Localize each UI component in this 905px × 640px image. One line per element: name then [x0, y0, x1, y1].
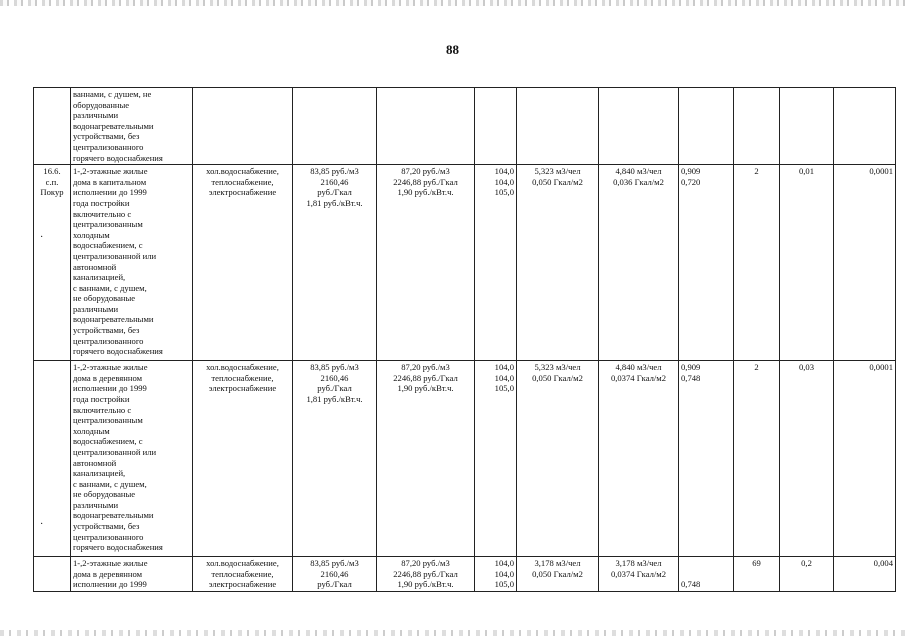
cell-line: 104,0	[494, 568, 514, 579]
cell-line: централизованного	[73, 141, 144, 152]
cell-line: 2160,46	[320, 176, 349, 187]
cell-norm-per-person	[517, 557, 599, 592]
cell-line: 105,0	[494, 383, 514, 394]
cell-line: 83,85 руб./м3	[310, 558, 359, 569]
cell-line: централизованного	[73, 531, 144, 542]
cell-line: руб./Гкал	[317, 579, 352, 590]
cell-code	[34, 88, 71, 165]
cell-line: 2246,88 руб./Гкал	[393, 176, 458, 187]
cell-indices	[475, 88, 517, 165]
scan-edge-bottom	[0, 630, 905, 636]
cell-code	[34, 165, 71, 361]
cell-line: 4,840 м3/чел	[615, 362, 662, 373]
cell-line: электроснабжение	[208, 187, 277, 198]
cell-description	[71, 557, 193, 592]
cell-line: централизованной или	[73, 446, 157, 457]
cell-share	[780, 88, 834, 165]
cell-line: 1,90 руб./кВт.ч.	[397, 579, 454, 590]
cell-line: дома в деревянном	[73, 372, 143, 383]
cell-count	[734, 88, 780, 165]
cell-line: 0,0374 Гкал/м2	[610, 568, 667, 579]
cell-indices	[475, 557, 517, 592]
cell-line: с ваннами, с душем,	[73, 282, 147, 293]
cell-norm-per-m2	[599, 165, 679, 361]
cell-line: электроснабжение	[208, 383, 277, 394]
cell-line: теплоснабжение,	[211, 372, 274, 383]
cell-line: 104,0	[494, 176, 514, 187]
cell-line: 0,909	[681, 166, 701, 177]
cell-line: 104,0	[494, 166, 514, 177]
cell-description	[71, 361, 193, 557]
cell-coefficients	[679, 88, 734, 165]
table-row	[34, 165, 896, 361]
cell-indices	[475, 361, 517, 557]
cell-tariffs-indexed	[377, 165, 475, 361]
cell-count: 69	[734, 557, 780, 592]
cell-line: холодным	[73, 229, 110, 240]
cell-line: 0,050 Гкал/м2	[532, 176, 583, 187]
cell-line: канализацией,	[73, 272, 126, 283]
cell-description	[71, 88, 193, 165]
cell-line: 0,748	[681, 579, 701, 590]
cell-line: 2246,88 руб./Гкал	[393, 568, 458, 579]
cell-line	[681, 569, 731, 580]
cell-line: хол.водоснабжение,	[206, 558, 279, 569]
cell-line: теплоснабжение,	[211, 176, 274, 187]
cell-value: 0,0001	[834, 361, 896, 557]
cell-line: 83,85 руб./м3	[310, 362, 359, 373]
cell-line: 4,840 м3/чел	[615, 166, 662, 177]
table-row	[34, 361, 896, 557]
cell-line: 1,90 руб./кВт.ч.	[397, 187, 454, 198]
cell-line: ваннами, с душем, не	[73, 89, 152, 99]
cell-line: различными	[73, 110, 119, 121]
cell-norm-per-person	[517, 165, 599, 361]
cell-value: 0,0001	[834, 165, 896, 361]
cell-line: 0,909	[681, 362, 701, 373]
cell-line: 0,036 Гкал/м2	[613, 176, 664, 187]
cell-line: 16.6.	[43, 166, 61, 177]
cell-norm-per-m2	[599, 361, 679, 557]
cell-line: 105,0	[494, 187, 514, 198]
cell-line: 104,0	[494, 558, 514, 569]
cell-line: водонагревательными	[73, 120, 154, 131]
cell-line: года постройки	[73, 393, 130, 404]
cell-line: 5,323 м3/чел	[534, 166, 581, 177]
cell-line: 3,178 м3/чел	[615, 558, 662, 569]
scan-edge-top	[0, 0, 905, 6]
page-number: 88	[446, 42, 459, 57]
cell-line: 0,050 Гкал/м2	[532, 568, 583, 579]
cell-count: 2	[734, 361, 780, 557]
cell-line: централизованного	[73, 335, 144, 346]
cell-line: исполнении до 1999	[73, 187, 147, 198]
cell-line: 104,0	[494, 362, 514, 373]
cell-share: 0,01	[780, 165, 834, 361]
tariff-table	[33, 87, 896, 592]
cell-line: 1,90 руб./кВт.ч.	[397, 383, 454, 394]
cell-description	[71, 165, 193, 361]
cell-norm-per-m2	[599, 88, 679, 165]
cell-line: с.п.	[45, 176, 59, 187]
cell-line: 2160,46	[320, 372, 349, 383]
cell-services	[193, 361, 293, 557]
cell-line: оборудованные	[73, 99, 130, 110]
cell-line: водонагревательными	[73, 510, 154, 521]
cell-line: Покур	[40, 187, 64, 198]
cell-tariffs-indexed	[377, 88, 475, 165]
cell-line: 0,0374 Гкал/м2	[610, 372, 667, 383]
cell-share: 0,03	[780, 361, 834, 557]
cell-line: холодным	[73, 425, 110, 436]
cell-line: горячего водоснабжения	[73, 346, 163, 357]
cell-line: 87,20 руб./м3	[401, 362, 450, 373]
cell-line: исполнении до 1999	[73, 579, 147, 590]
cell-line: горячего водоснабжения	[73, 152, 163, 163]
cell-line: 2160,46	[320, 568, 349, 579]
cell-line: руб./Гкал	[317, 383, 352, 394]
cell-line: централизованным	[73, 219, 143, 230]
cell-norm-per-person	[517, 361, 599, 557]
cell-line: 3,178 м3/чел	[534, 558, 581, 569]
cell-tariffs-indexed	[377, 557, 475, 592]
cell-line: хол.водоснабжение,	[206, 362, 279, 373]
cell-line: водоснабжением, с	[73, 436, 143, 447]
cell-coefficients	[679, 165, 734, 361]
cell-line: электроснабжение	[208, 579, 277, 590]
cell-count: 2	[734, 165, 780, 361]
cell-tariffs	[293, 557, 377, 592]
cell-line: устройствами, без	[73, 325, 140, 336]
cell-line	[681, 558, 731, 569]
cell-line: включительно с	[73, 208, 132, 219]
scan-speck: ·	[40, 519, 44, 530]
cell-line: различными	[73, 499, 119, 510]
cell-line: дома в деревянном	[73, 568, 143, 579]
cell-services	[193, 88, 293, 165]
cell-line: хол.водоснабжение,	[206, 166, 279, 177]
cell-line: 2246,88 руб./Гкал	[393, 372, 458, 383]
cell-line: 1-,2-этажные жилые	[73, 558, 148, 569]
cell-line: автономной	[73, 457, 117, 468]
cell-line: устройствами, без	[73, 131, 140, 142]
cell-line: автономной	[73, 261, 117, 272]
cell-line: горячего водоснабжения	[73, 542, 163, 553]
cell-line: включительно с	[73, 404, 132, 415]
cell-line: канализацией,	[73, 468, 126, 479]
cell-coefficients	[679, 557, 734, 592]
cell-line: 83,85 руб./м3	[310, 166, 359, 177]
cell-line: различными	[73, 303, 119, 314]
cell-line: 0,748	[681, 372, 701, 383]
cell-line: с ваннами, с душем,	[73, 478, 147, 489]
cell-line: 1,81 руб./кВт.ч.	[306, 197, 363, 208]
table-row	[34, 557, 896, 592]
cell-coefficients	[679, 361, 734, 557]
cell-share: 0,2	[780, 557, 834, 592]
cell-line: не оборудованые	[73, 293, 136, 304]
cell-line: 104,0	[494, 372, 514, 383]
cell-line: 5,323 м3/чел	[534, 362, 581, 373]
cell-tariffs	[293, 361, 377, 557]
cell-line: 1,81 руб./кВт.ч.	[306, 393, 363, 404]
cell-norm-per-m2	[599, 557, 679, 592]
cell-line: устройствами, без	[73, 521, 140, 532]
cell-line: исполнении до 1999	[73, 383, 147, 394]
cell-line: централизованной или	[73, 250, 157, 261]
cell-line: 1-,2-этажные жилые	[73, 362, 148, 373]
cell-line: водонагревательными	[73, 314, 154, 325]
cell-line: централизованным	[73, 415, 143, 426]
cell-line: 87,20 руб./м3	[401, 166, 450, 177]
cell-value: 0,004	[834, 557, 896, 592]
cell-code	[34, 557, 71, 592]
cell-line: 1-,2-этажные жилые	[73, 166, 148, 177]
cell-tariffs	[293, 165, 377, 361]
cell-line: 0,720	[681, 176, 701, 187]
cell-line: 0,050 Гкал/м2	[532, 372, 583, 383]
cell-line: руб./Гкал	[317, 187, 352, 198]
cell-line: дома в капитальном	[73, 176, 147, 187]
cell-value	[834, 88, 896, 165]
cell-services	[193, 557, 293, 592]
cell-line: года постройки	[73, 197, 130, 208]
cell-line: 105,0	[494, 579, 514, 590]
cell-tariffs-indexed	[377, 361, 475, 557]
cell-indices	[475, 165, 517, 361]
cell-line: 87,20 руб./м3	[401, 558, 450, 569]
scan-speck: ·	[40, 232, 44, 243]
table-row	[34, 88, 896, 165]
cell-line: не оборудованые	[73, 489, 136, 500]
cell-norm-per-person	[517, 88, 599, 165]
cell-tariffs	[293, 88, 377, 165]
cell-line: водоснабжением, с	[73, 240, 143, 251]
cell-services	[193, 165, 293, 361]
cell-line: теплоснабжение,	[211, 568, 274, 579]
